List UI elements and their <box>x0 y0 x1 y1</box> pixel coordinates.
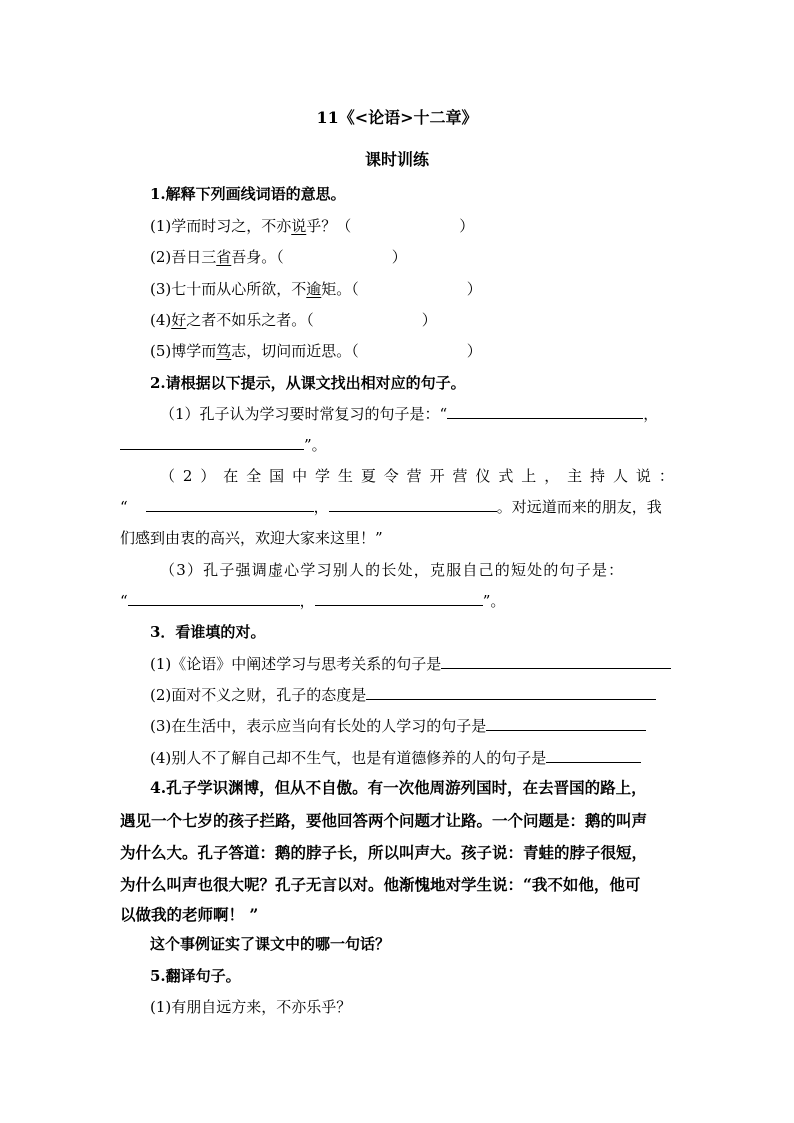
q2-blank-2b[interactable] <box>329 497 497 512</box>
q4-passage-line1: 4.孔子学识渊博，但从不自傲。有一次他周游列国时，在去晋国的路上， <box>150 778 647 797</box>
q3-blank-3[interactable] <box>486 716 646 731</box>
q2-blank-1b[interactable] <box>120 435 304 450</box>
q2-blank-2a[interactable] <box>146 497 314 512</box>
q5-heading: 5.翻译句子。 <box>150 967 241 985</box>
q4-passage-line2: 遇见一个七岁的孩子拦路，要他回答两个问题才让路。一个问题是：鹅的叫声 <box>120 811 648 830</box>
q2-blank-3b[interactable] <box>315 591 483 606</box>
q2-part1-line2: ”。 <box>120 435 327 455</box>
q1-item-4: (4)好之者不如乐之者。（ ） <box>150 311 437 329</box>
q3-blank-2[interactable] <box>366 685 656 700</box>
q1-heading: 1.解释下列画线词语的意思。 <box>150 185 346 203</box>
q2-blank-3a[interactable] <box>128 591 300 606</box>
q1-item-1: (1)学而时习之，不亦说乎？（ ） <box>150 217 475 235</box>
q3-blank-1[interactable] <box>441 654 671 669</box>
q3-item-1: (1)《论语》中阐述学习与思考关系的句子是 <box>150 654 671 674</box>
q2-part3-line2: “ ， ”。 <box>120 592 506 610</box>
q4-question: 这个事例证实了课文中的哪一句话？ <box>150 935 391 953</box>
q3-item-2: (2)面对不义之财，孔子的态度是 <box>150 685 656 705</box>
q4-passage-line4: 为什么叫声也很大呢？孔子无言以对。他渐愧地对学生说：“我不如他，他可 <box>120 875 641 894</box>
q2-part2-line1: （ 2 ） 在 全 国 中 学 生 夏 令 营 开 营 仪 式 上 ， 主 持 人 说 ： <box>160 467 674 485</box>
lesson-subtitle: 课时训练 <box>364 150 429 169</box>
q3-heading: 3．看谁填的对。 <box>150 623 266 641</box>
q3-item-4: (4)别人不了解自己却不生气，也是有道德修养的人的句子是 <box>150 748 641 768</box>
q3-item-3: (3)在生活中，表示应当向有长处的人学习的句子是 <box>150 716 646 736</box>
q2-blank-1a[interactable] <box>447 404 643 419</box>
q4-passage-line3: 为什么大。孔子答道：鹅的脖子长，所以叫声大。孩子说：青蛙的脖子很短， <box>120 843 648 862</box>
lesson-title: 11《<论语>十二章》 <box>316 108 478 127</box>
q1-item-3: (3)七十而从心所欲，不逾矩。（ ） <box>150 280 482 298</box>
q1-item-2: (2)吾日三省吾身。（ ） <box>150 248 407 266</box>
q2-heading: 2.请根据以下提示，从课文找出相对应的句子。 <box>150 374 466 392</box>
q5-item-1: (1)有朋自远方来，不亦乐乎？ <box>150 998 352 1016</box>
q2-part3-line1: （3）孔子强调虚心学习别人的长处，克服自己的短处的句子是： <box>160 561 625 579</box>
q2-part1-line1: （1）孔子认为学习要时常复习的句子是：“ ， <box>160 405 659 423</box>
q3-blank-4[interactable] <box>546 748 641 763</box>
q4-passage-line5: 以做我的老师啊！ ” <box>120 905 259 924</box>
q1-item-5: (5)博学而笃志，切问而近思。（ ） <box>150 342 482 360</box>
q2-part2-line2: “ ， 。对远道而来的朋友，我 <box>120 498 662 516</box>
q2-part2-line3: 们感到由衷的高兴，欢迎大家来这里！” <box>120 529 383 547</box>
